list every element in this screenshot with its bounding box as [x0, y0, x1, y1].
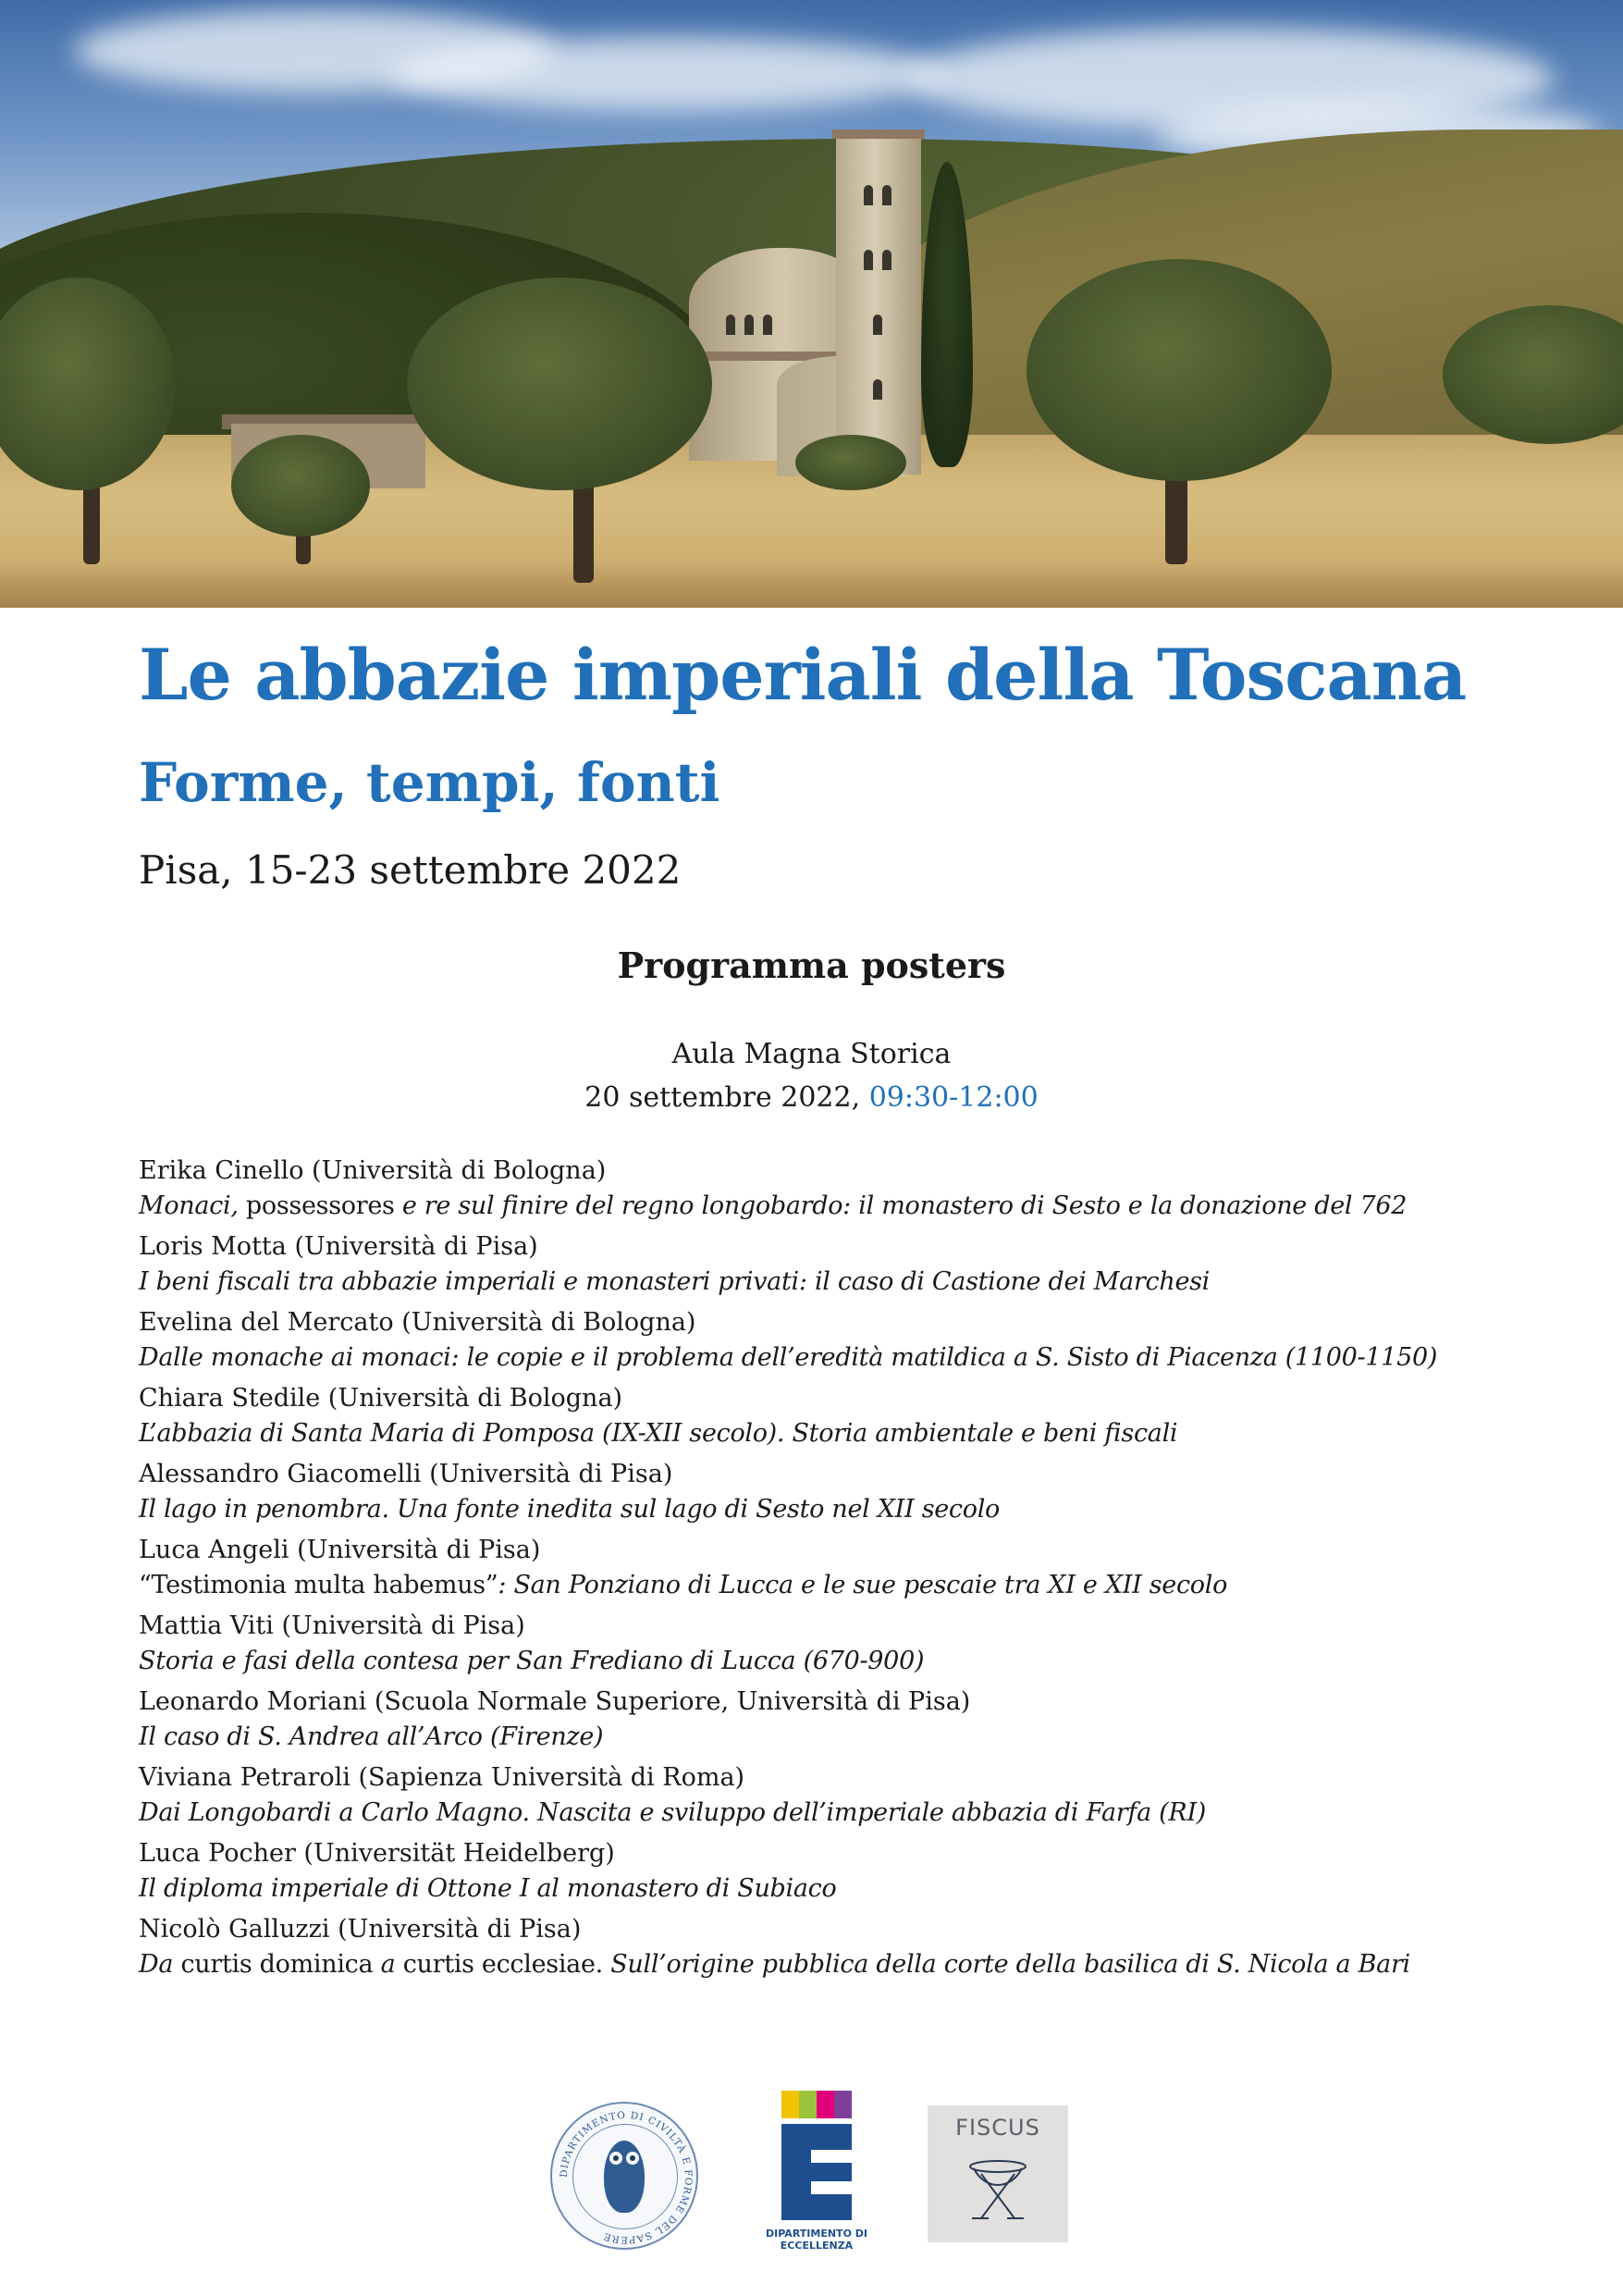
- poster-item: [139, 1912, 1526, 1982]
- stool-icon: [961, 2154, 1035, 2228]
- poster-author: Evelina del Mercato (Università di Bologna): [139, 1308, 696, 1337]
- poster-item: [139, 1609, 1526, 1679]
- poster-title: Il caso di S. Andrea all’Arco (Firenze): [139, 1722, 604, 1751]
- svg-text:DIPARTIMENTO DI CIVILTÀ E FORM: DIPARTIMENTO DI CIVILTÀ E FORME DEL SAPERE: [558, 2109, 695, 2246]
- program-time: 09:30-12:00: [868, 1081, 1039, 1114]
- poster-title: Dalle monache ai monaci: le copie e il problema dell’eredità matildica a S. Sisto di Piacenza (1100-1150): [139, 1343, 1438, 1372]
- program-date: 20 settembre 2022,: [584, 1081, 869, 1114]
- poster-item: [139, 1457, 1526, 1527]
- poster-author: Luca Angeli (Università di Pisa): [139, 1536, 541, 1564]
- program-venue: Aula Magna Storica: [671, 1038, 952, 1070]
- poster-item: [139, 1305, 1526, 1376]
- poster-item: [139, 1685, 1526, 1755]
- fiscus-logo: [928, 2105, 1068, 2242]
- poster-title: Il lago in penombra. Una fonte inedita sul lago di Sesto nel XII secolo: [139, 1495, 1000, 1524]
- poster-item: [139, 1836, 1526, 1907]
- poster-title: Il diploma imperiale di Ottone I al monastero di Subiaco: [139, 1874, 837, 1903]
- poster-title: “Testimonia multa habemus”: San Ponziano di Lucca e le sue pescaie tra XI e XII secolo: [139, 1571, 1228, 1599]
- poster-item: [139, 1760, 1526, 1831]
- poster-author: Erika Cinello (Università di Bologna): [139, 1156, 607, 1185]
- e-mark-icon: [781, 2124, 852, 2220]
- poster-list: [139, 1154, 1526, 1988]
- poster-author: Chiara Stedile (Università di Bologna): [139, 1384, 623, 1413]
- event-place-date: Pisa, 15-23 settembre 2022: [139, 847, 682, 893]
- poster-title: I beni fiscali tra abbazie imperiali e monasteri privati: il caso di Castione dei Marchesi: [139, 1267, 1211, 1296]
- program-datetime: [0, 1081, 1623, 1114]
- header-photo: [0, 0, 1623, 608]
- color-bars-icon: [781, 2091, 852, 2118]
- poster-item: [139, 1154, 1526, 1224]
- logo-strip: [0, 2081, 1623, 2252]
- poster-title: L’abbazia di Santa Maria di Pomposa (IX-XII secolo). Storia ambientale e beni fiscali: [139, 1419, 1178, 1448]
- dip-label: DIPARTIMENTO DI ECCELLENZA: [766, 2228, 867, 2252]
- poster-title: Da curtis dominica a curtis ecclesiae. Sull’origine pubblica della corte della basilica di S. Nicola a Bari: [139, 1950, 1410, 1979]
- program-heading: Programma posters: [617, 944, 1006, 986]
- poster-author: Viviana Petraroli (Sapienza Università di Roma): [139, 1763, 745, 1792]
- poster-author: Luca Pocher (Universität Heidelberg): [139, 1839, 615, 1868]
- poster-author: Nicolò Galluzzi (Università di Pisa): [139, 1915, 582, 1944]
- poster-title: Monaci, possessores e re sul finire del regno longobardo: il monastero di Sesto e la donazione del 762: [139, 1191, 1408, 1220]
- poster-title: Dai Longobardi a Carlo Magno. Nascita e sviluppo dell’imperiale abbazia di Farfa (RI): [139, 1798, 1207, 1827]
- poster-author: Mattia Viti (Università di Pisa): [139, 1611, 525, 1640]
- poster-author: Alessandro Giacomelli (Università di Pisa): [139, 1460, 673, 1488]
- poster-item: [139, 1381, 1526, 1451]
- page-subtitle: Forme, tempi, fonti: [139, 751, 720, 814]
- owl-icon: [604, 2141, 645, 2213]
- poster-item: [139, 1533, 1526, 1603]
- department-seal-logo: [550, 2102, 698, 2250]
- page-title: Le abbazie imperiali della Toscana: [139, 634, 1467, 716]
- dipartimento-eccellenza-logo: [756, 2091, 877, 2266]
- poster-author: Leonardo Moriani (Scuola Normale Superiore, Università di Pisa): [139, 1687, 971, 1716]
- poster-title: Storia e fasi della contesa per San Frediano di Lucca (670-900): [139, 1647, 925, 1675]
- poster-item: [139, 1229, 1526, 1300]
- poster-author: Loris Motta (Università di Pisa): [139, 1232, 538, 1261]
- fiscus-wordmark: FISCUS: [955, 2115, 1040, 2141]
